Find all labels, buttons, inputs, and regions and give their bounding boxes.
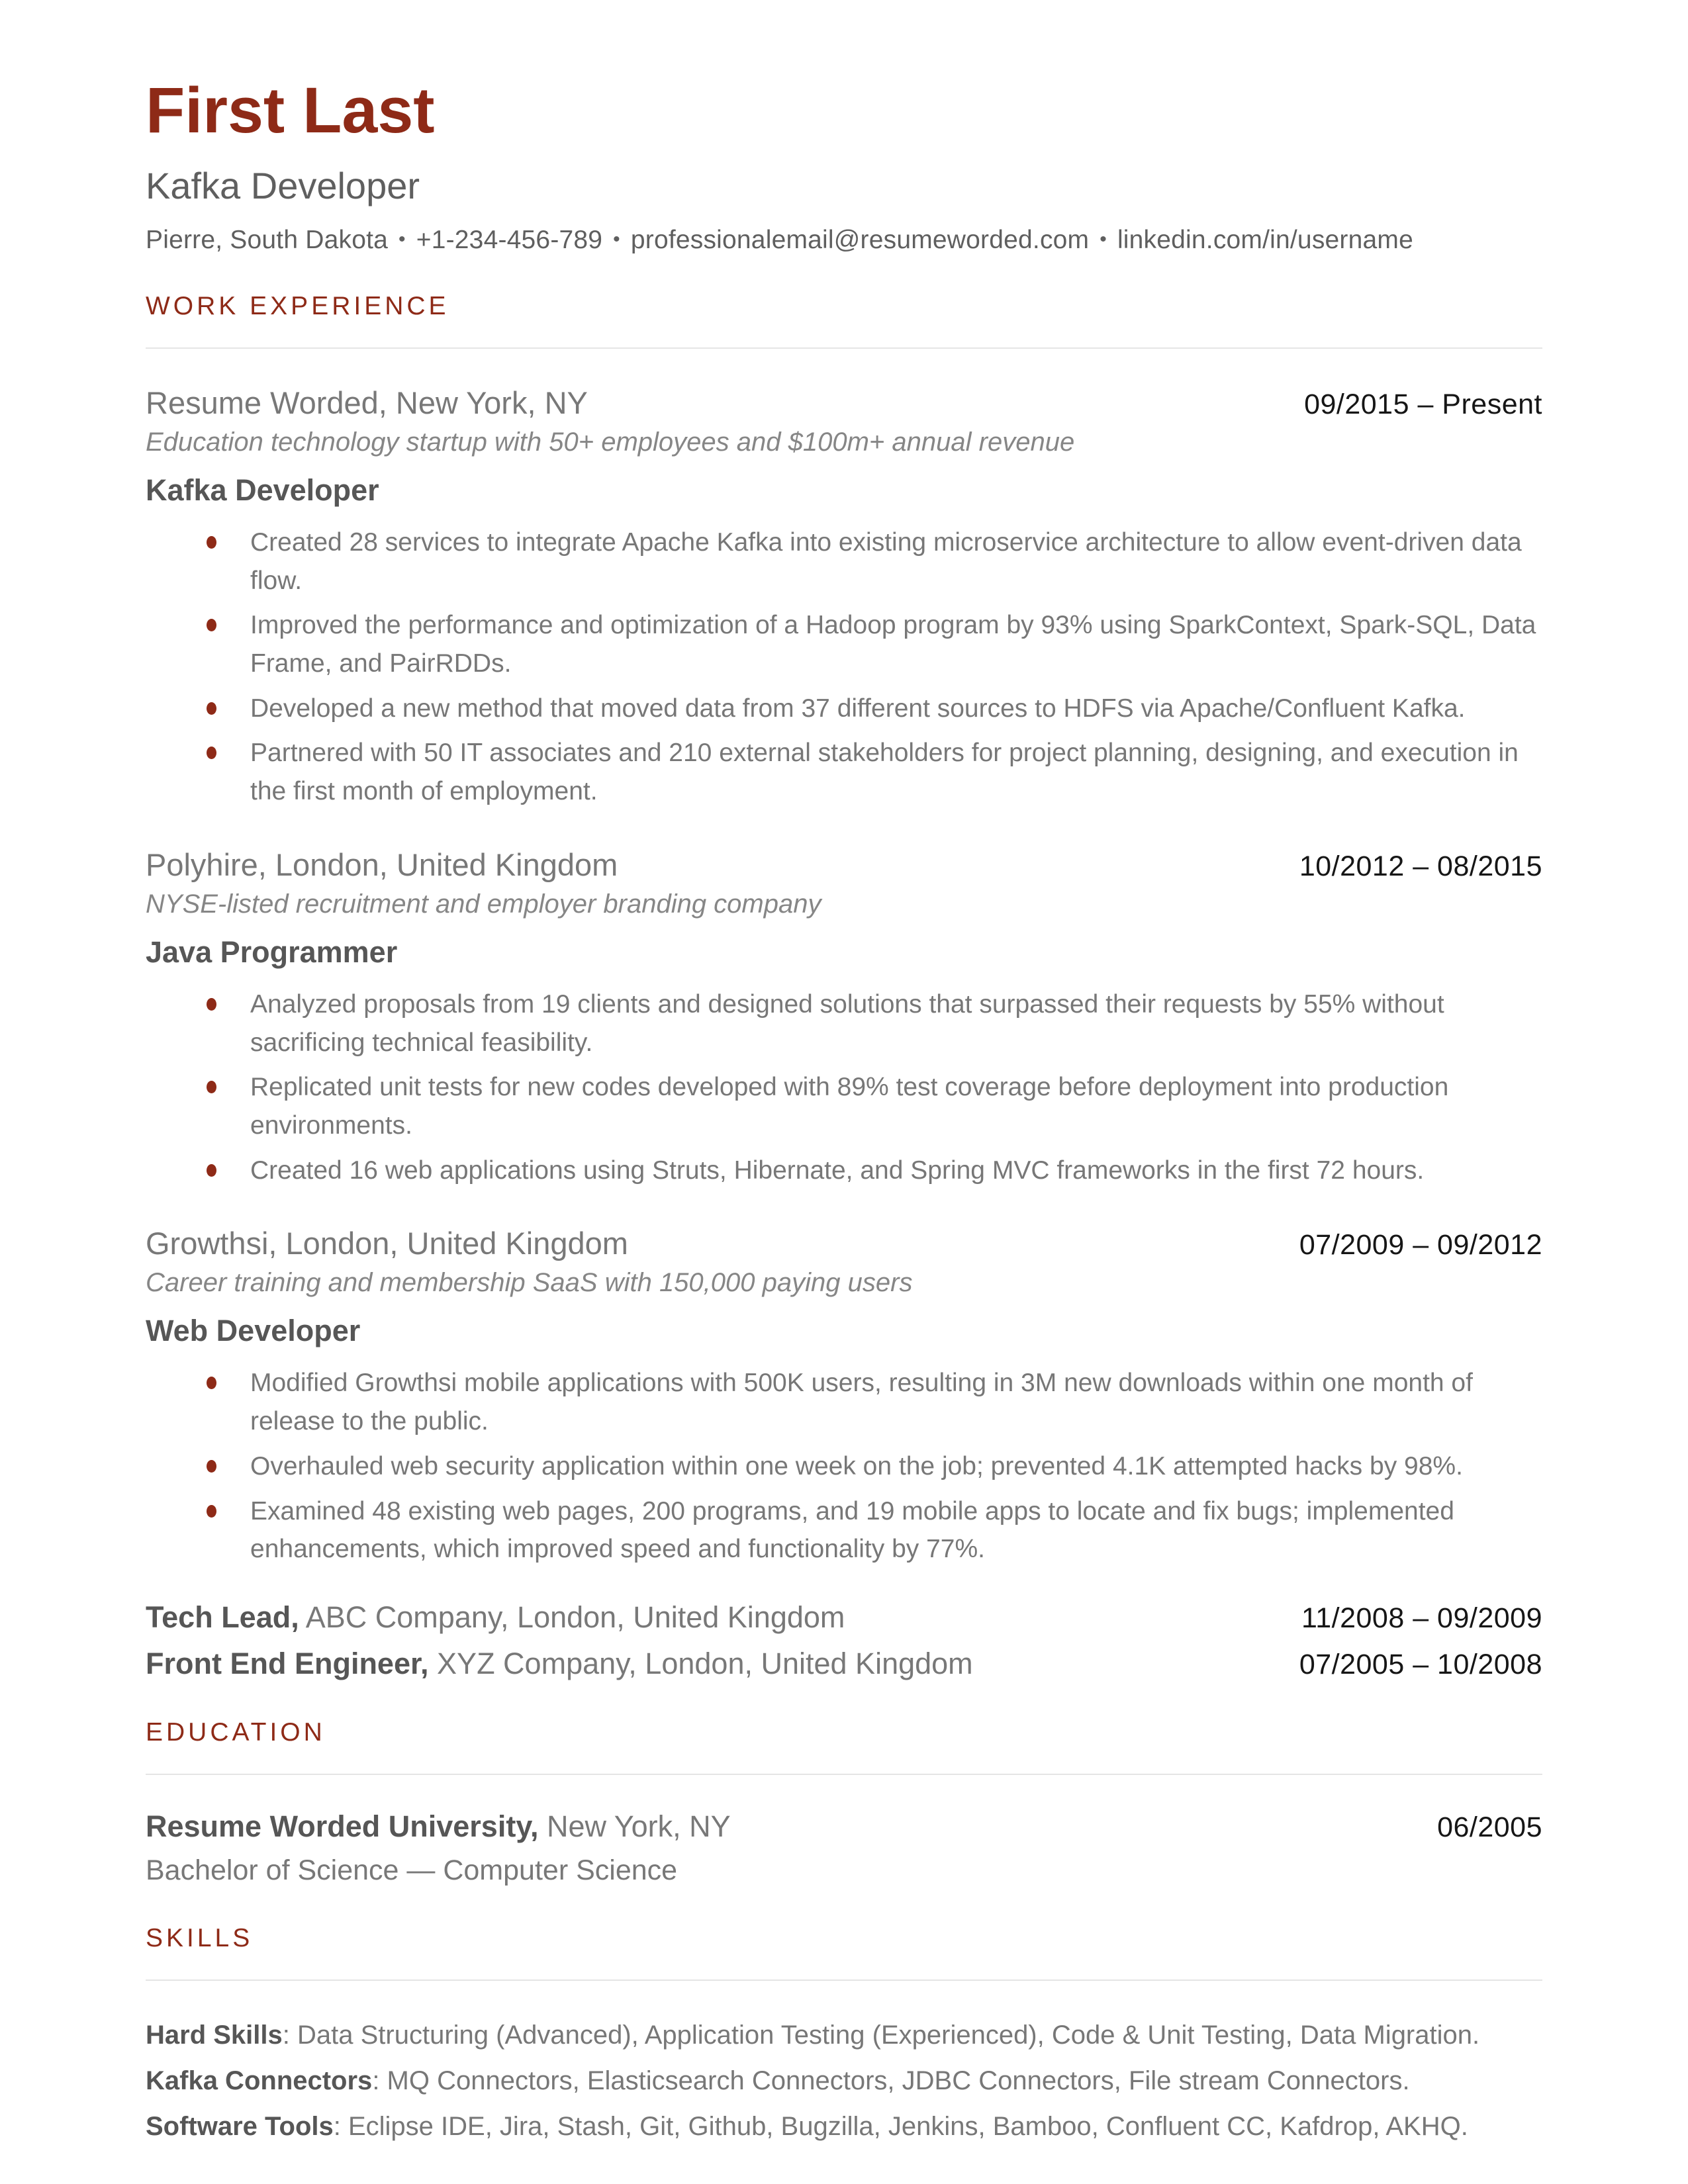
earlier-role-row xyxy=(146,1600,1542,1635)
earlier-role-company: ABC Company, London, United Kingdom xyxy=(299,1600,845,1635)
degree: Bachelor of Science — Computer Science xyxy=(146,1854,678,1887)
work-experience-section xyxy=(146,292,1542,1681)
section-divider xyxy=(146,347,1542,349)
job-bullet: Developed a new method that moved data from 37 different sources to HDFS via Apache/Confluent Kafka. xyxy=(146,690,1542,728)
job-polyhire xyxy=(146,846,1542,1190)
earlier-role-title: Front End Engineer, xyxy=(146,1647,429,1681)
person-name: First Last xyxy=(146,74,435,146)
job-role-title: Java Programmer xyxy=(146,934,398,969)
skills-section xyxy=(146,1924,1542,2149)
contact-email: professionalemail@resumeworded.com xyxy=(630,225,1090,254)
job-growthsi xyxy=(146,1225,1542,1569)
earlier-roles xyxy=(146,1600,1542,1681)
company-description: NYSE-listed recruitment and employer branding company xyxy=(146,889,821,919)
contact-linkedin: linkedin.com/in/username xyxy=(1117,225,1413,254)
skills-row xyxy=(146,2104,1542,2150)
dot-separator-icon: • xyxy=(399,228,406,250)
job-bullet: Improved the performance and optimization of a Hadoop program by 93% using SparkContext, Spark-SQL, Data Frame, and PairRDDs. xyxy=(146,606,1542,682)
job-bullet: Partnered with 50 IT associates and 210 external stakeholders for project planning, designing, and execution in the first month of employment. xyxy=(146,734,1542,810)
education-heading: EDUCATION xyxy=(146,1718,326,1747)
job-dates: 10/2012 – 08/2015 xyxy=(1299,850,1542,882)
education-section xyxy=(146,1718,1542,1887)
skills-heading: SKILLS xyxy=(146,1924,254,1953)
job-header-row xyxy=(146,846,1542,883)
job-role-title: Web Developer xyxy=(146,1314,361,1348)
company-name: Growthsi, London, United Kingdom xyxy=(146,1226,628,1261)
earlier-role xyxy=(146,1647,973,1681)
education-date: 06/2005 xyxy=(1437,1811,1542,1844)
skills-label: Hard Skills xyxy=(146,2021,283,2050)
job-dates: 11/2008 – 09/2009 xyxy=(1301,1602,1542,1635)
skills-label: Software Tools xyxy=(146,2111,334,2141)
earlier-role-row xyxy=(146,1647,1542,1681)
education-row xyxy=(146,1809,1542,1844)
job-bullet-list xyxy=(146,1364,1542,1569)
skills-row xyxy=(146,2013,1542,2058)
section-divider xyxy=(146,1774,1542,1775)
job-bullet: Analyzed proposals from 19 clients and designed solutions that surpassed their requests by 55% without sacrificing technical feasibility. xyxy=(146,985,1542,1062)
company-name: Polyhire, London, United Kingdom xyxy=(146,846,618,882)
job-role-title: Kafka Developer xyxy=(146,473,379,507)
contact-phone: +1-234-456-789 xyxy=(416,225,603,254)
contact-location: Pierre, South Dakota xyxy=(146,225,389,254)
job-bullet: Overhauled web security application within one week on the job; prevented 4.1K attempted hacks by 98%. xyxy=(146,1447,1542,1486)
school-location: New York, NY xyxy=(538,1809,731,1844)
skills-value: : Data Structuring (Advanced), Application Testing (Experienced), Code & Unit Testing, Data Migration. xyxy=(282,2021,1480,2050)
job-bullet: Created 28 services to integrate Apache Kafka into existing microservice architecture to allow event-driven data flow. xyxy=(146,523,1542,600)
job-bullet: Examined 48 existing web pages, 200 programs, and 19 mobile apps to locate and fix bugs; implemented enhancements, which improved speed and functionality by 77%. xyxy=(146,1492,1542,1569)
person-job-title: Kafka Developer xyxy=(146,164,420,206)
school-name: Resume Worded University, xyxy=(146,1809,539,1844)
skills-label: Kafka Connectors xyxy=(146,2066,373,2095)
job-bullet-list xyxy=(146,985,1542,1190)
section-divider xyxy=(146,1979,1542,1981)
skills-value: : Eclipse IDE, Jira, Stash, Git, Github, Bugzilla, Jenkins, Bamboo, Confluent CC, Kafdrop, AKHQ. xyxy=(333,2111,1468,2141)
job-header-row xyxy=(146,1225,1542,1261)
earlier-role xyxy=(146,1600,845,1635)
dot-separator-icon: • xyxy=(1100,228,1107,250)
job-bullet: Modified Growthsi mobile applications with 500K users, resulting in 3M new downloads within one month of release to the public. xyxy=(146,1364,1542,1440)
company-description: Education technology startup with 50+ employees and $100m+ annual revenue xyxy=(146,427,1075,457)
job-bullet-list xyxy=(146,523,1542,811)
job-header-row xyxy=(146,385,1542,421)
earlier-role-title: Tech Lead, xyxy=(146,1600,299,1635)
skills-row xyxy=(146,2058,1542,2104)
skills-list xyxy=(146,2013,1542,2149)
contact-line xyxy=(146,226,1542,255)
skills-value: : MQ Connectors, Elasticsearch Connectors, JDBC Connectors, File stream Connectors. xyxy=(372,2066,1410,2095)
company-name: Resume Worded, New York, NY xyxy=(146,385,588,420)
company-description: Career training and membership SaaS with 150,000 paying users xyxy=(146,1268,913,1298)
job-dates: 07/2009 – 09/2012 xyxy=(1299,1229,1542,1261)
education-item xyxy=(146,1809,1542,1887)
work-experience-heading: WORK EXPERIENCE xyxy=(146,291,449,320)
school xyxy=(146,1809,731,1844)
job-bullet: Replicated unit tests for new codes developed with 89% test coverage before deployment into production environments. xyxy=(146,1068,1542,1144)
resume-header xyxy=(146,74,1542,255)
job-resume-worded xyxy=(146,385,1542,811)
dot-separator-icon: • xyxy=(613,228,620,250)
job-bullet: Created 16 web applications using Struts, Hibernate, and Spring MVC frameworks in the first 72 hours. xyxy=(146,1152,1542,1190)
job-dates: 09/2015 – Present xyxy=(1304,388,1542,420)
earlier-role-company: XYZ Company, London, United Kingdom xyxy=(428,1647,973,1681)
job-dates: 07/2005 – 10/2008 xyxy=(1299,1649,1542,1681)
